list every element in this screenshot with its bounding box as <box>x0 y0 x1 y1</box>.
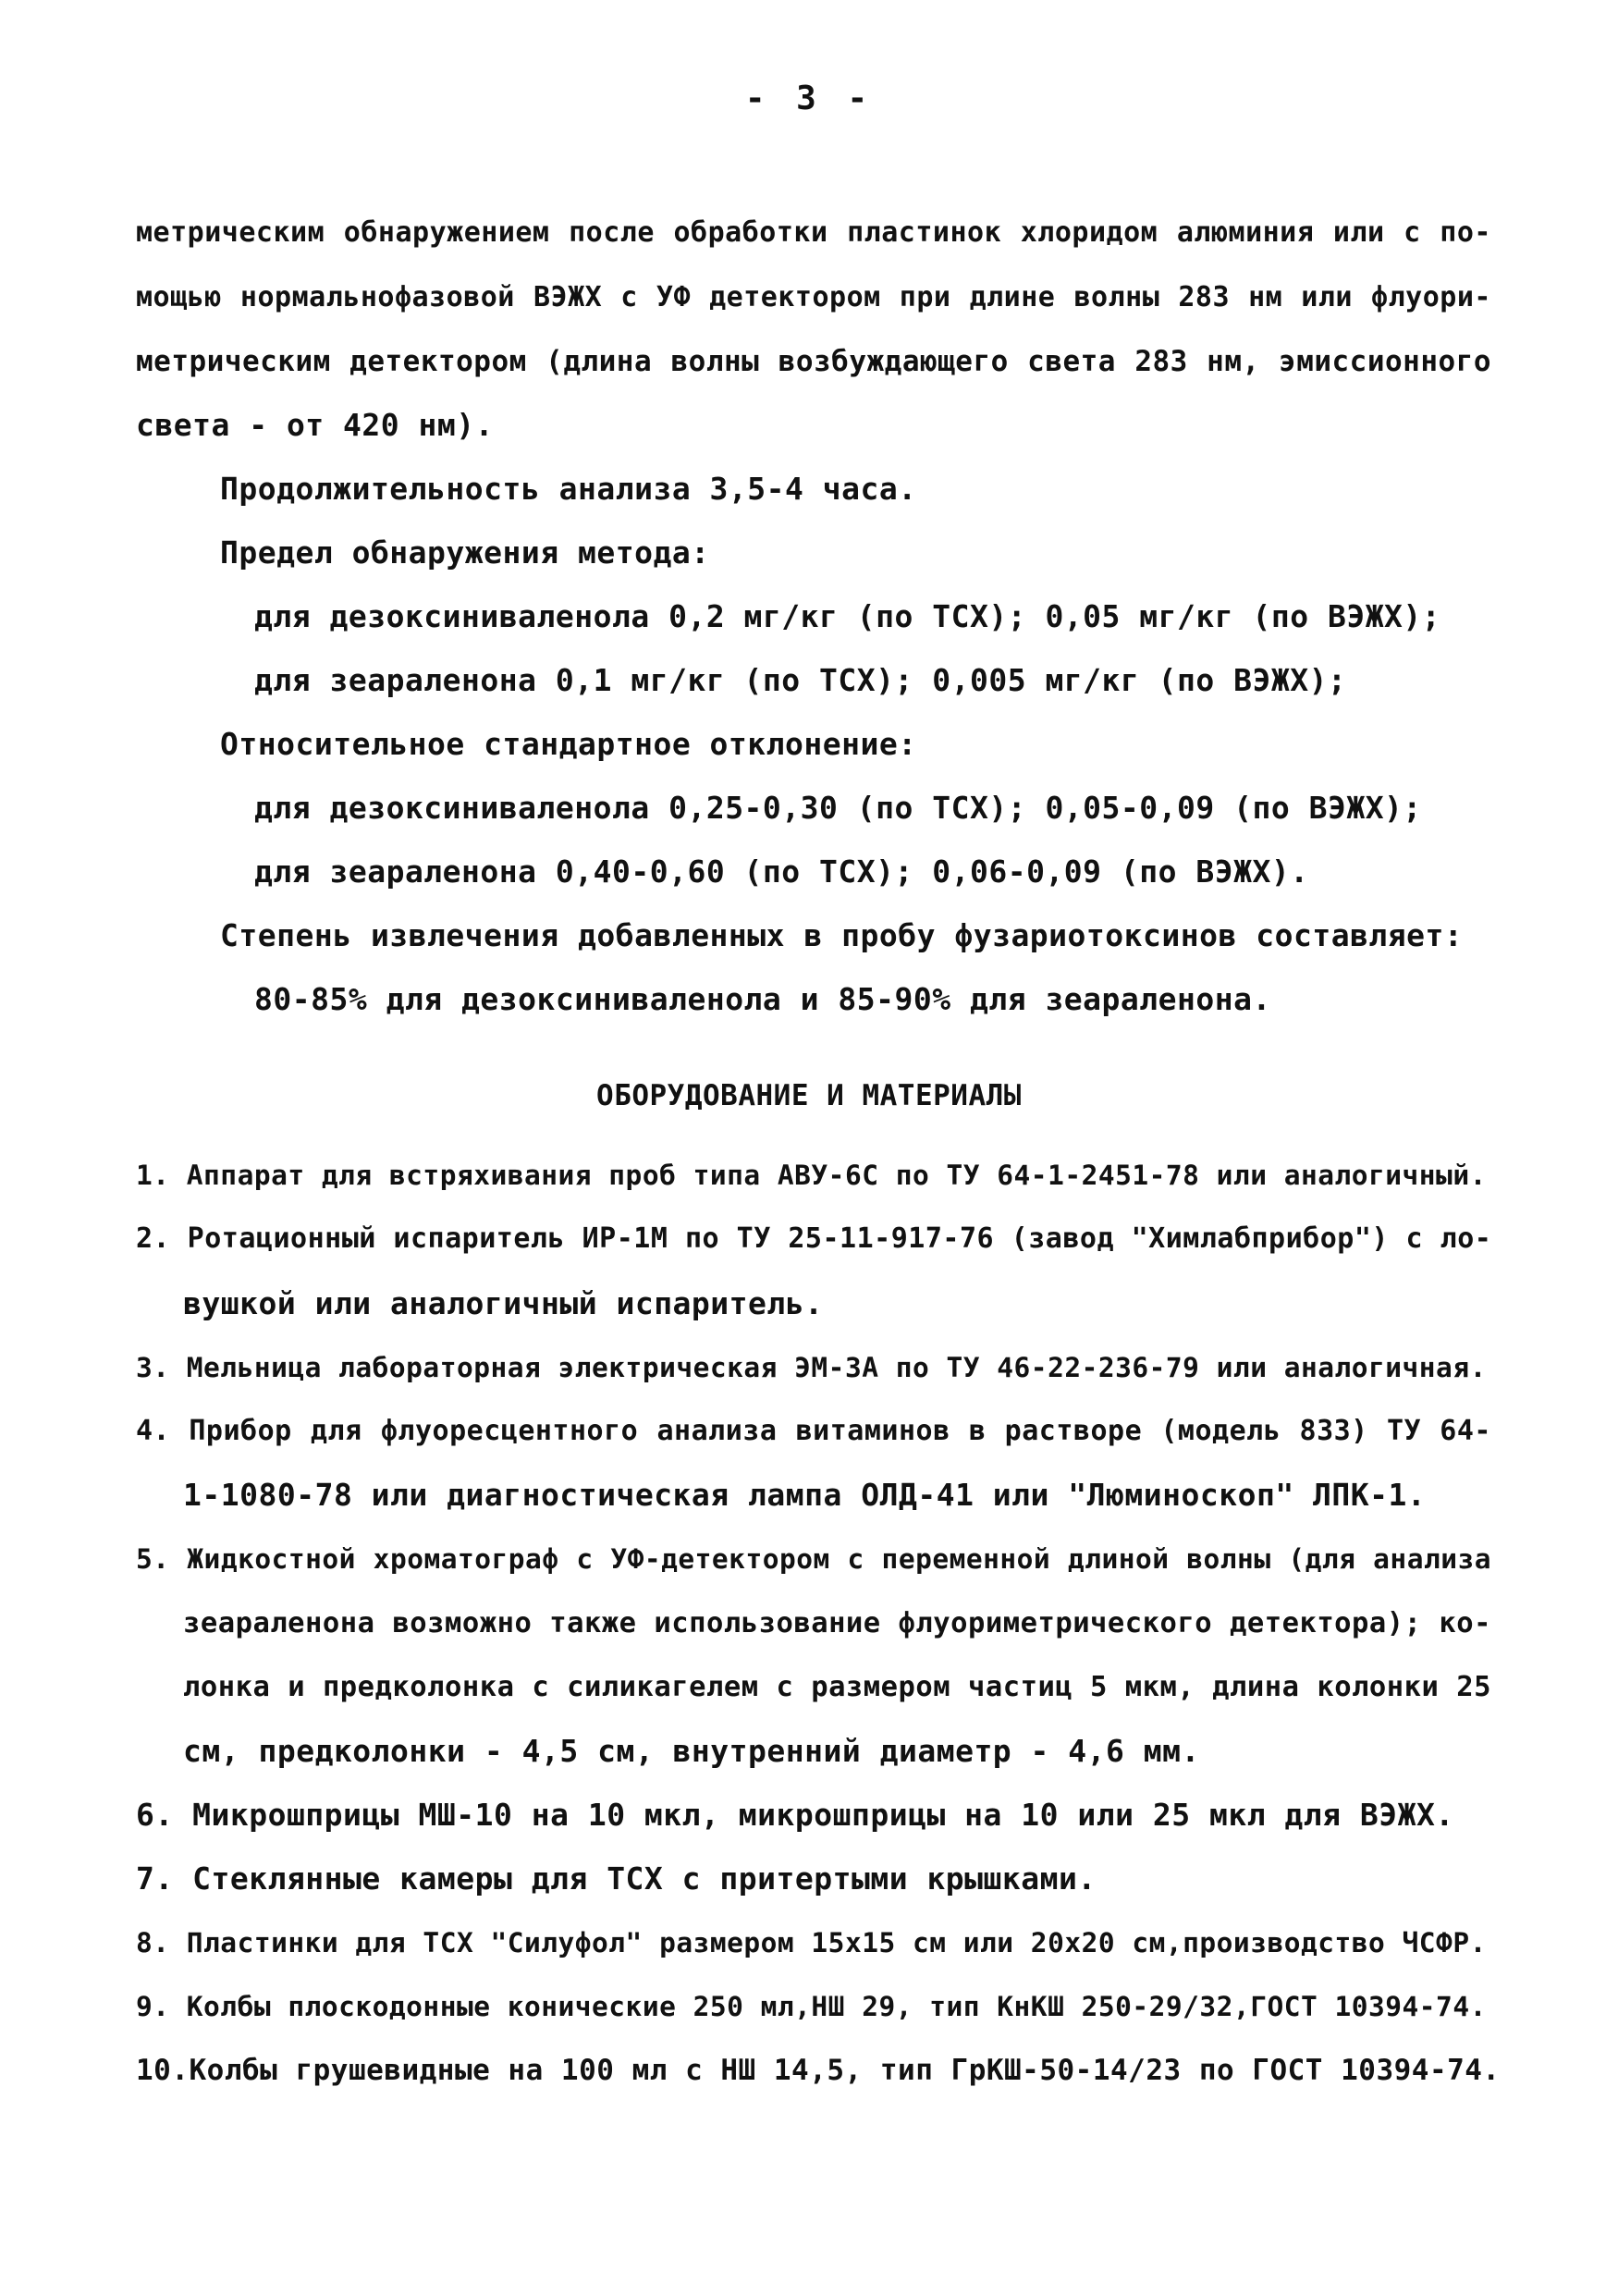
detection-limit-item: для зеараленона 0,1 мг/кг (по ТСХ); 0,005 мг/кг (по ВЭЖХ); <box>254 662 1347 698</box>
section-heading: ОБОРУДОВАНИЕ И МАТЕРИАЛЫ <box>596 1079 1022 1112</box>
equipment-item: 8. Пластинки для ТСХ "Силуфол" размером 15х15 см или 20х20 см,производство ЧСФР. <box>136 1927 1487 1958</box>
std-deviation-item: для дезоксиниваленола 0,25-0,30 (по ТСХ); 0,05-0,09 (по ВЭЖХ); <box>254 790 1422 826</box>
equipment-item: 4. Прибор для флуоресцентного анализа витаминов в растворе (модель 833) ТУ 64- <box>136 1415 1491 1447</box>
recovery-value: 80-85% для дезоксиниваленола и 85-90% для зеараленона. <box>254 981 1271 1017</box>
std-deviation-title: Относительное стандартное отклонение: <box>220 726 917 762</box>
equipment-item: 10.Колбы грушевидные на 100 мл с НШ 14,5, тип ГрКШ-50-14/23 по ГОСТ 10394-74. <box>136 2054 1501 2087</box>
equipment-item: 1. Аппарат для встряхивания проб типа АВУ-6С по ТУ 64-1-2451-78 или аналогичный. <box>136 1160 1487 1191</box>
intro-line: света - от 420 нм). <box>136 407 494 443</box>
equipment-item: 6. Микрошприцы МШ-10 на 10 мкл, микрошприцы на 10 или 25 мкл для ВЭЖХ. <box>136 1797 1454 1833</box>
equipment-item-continuation: лонка и предколонка с силикагелем с размером частиц 5 мкм, длина колонки 25 <box>183 1671 1491 1703</box>
equipment-item: 9. Колбы плоскодонные конические 250 мл,НШ 29, тип КнКШ 250-29/32,ГОСТ 10394-74. <box>136 1991 1487 2022</box>
page-number: - 3 - <box>744 80 874 117</box>
recovery-title: Степень извлечения добавленных в пробу фузариотоксинов составляет: <box>220 917 1464 953</box>
std-deviation-item: для зеараленона 0,40-0,60 (по ТСХ); 0,06-0,09 (по ВЭЖХ). <box>254 853 1309 890</box>
equipment-item-continuation: вушкой или аналогичный испаритель. <box>183 1285 824 1321</box>
equipment-item: 2. Ротационный испаритель ИР-1М по ТУ 25-11-917-76 (завод "Химлабприбор") с ло- <box>136 1222 1492 1255</box>
equipment-item: 5. Жидкостной хроматограф с УФ-детектором с переменной длиной волны (для анализа <box>136 1543 1491 1575</box>
equipment-item-continuation: 1-1080-78 или диагностическая лампа ОЛД-41 или "Люминоскоп" ЛПК-1. <box>183 1477 1427 1513</box>
analysis-duration: Продолжительность анализа 3,5-4 часа. <box>220 471 917 507</box>
equipment-item-continuation: зеараленона возможно также использование флуориметрического детектора); ко- <box>183 1607 1491 1639</box>
equipment-item: 7. Стеклянные камеры для ТСХ с притертыми крышками. <box>136 1860 1097 1897</box>
equipment-item-continuation: см, предколонки - 4,5 см, внутренний диаметр - 4,6 мм. <box>183 1733 1200 1769</box>
intro-line: метрическим детектором (длина волны возбуждающего света 283 нм, эмиссионного <box>136 345 1491 378</box>
intro-line: метрическим обнаружением после обработки пластинок хлоридом алюминия или с по- <box>136 216 1491 249</box>
detection-limit-item: для дезоксиниваленола 0,2 мг/кг (по ТСХ); 0,05 мг/кг (по ВЭЖХ); <box>254 598 1441 634</box>
detection-limit-title: Предел обнаружения метода: <box>220 534 710 571</box>
intro-line: мощью нормальнофазовой ВЭЖХ с УФ детектором при длине волны 283 нм или флуори- <box>136 281 1491 313</box>
equipment-item: 3. Мельница лабораторная электрическая ЭМ-3А по ТУ 46-22-236-79 или аналогичная. <box>136 1352 1487 1383</box>
